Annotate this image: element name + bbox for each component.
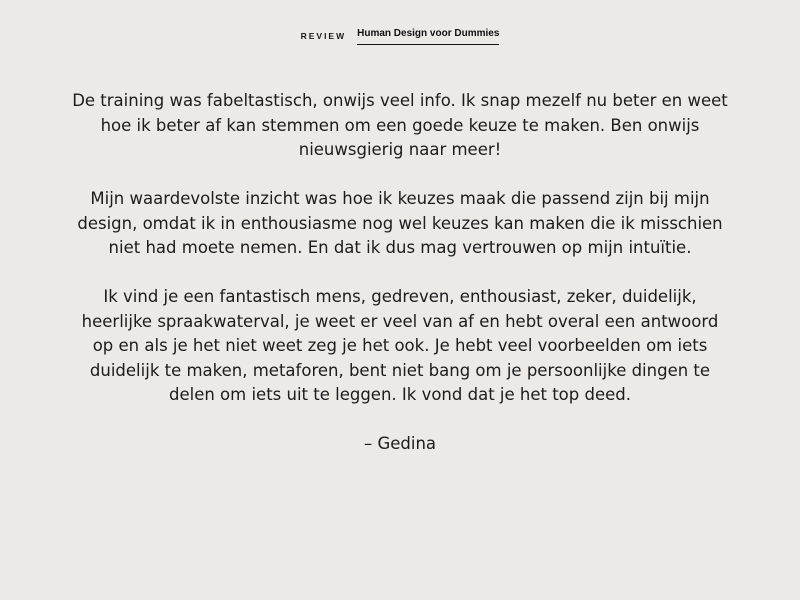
review-paragraph-3: Ik vind je een fantastisch mens, gedreven, enthousiast, zeker, duidelijk, heerlijke spraakwaterval, je weet er veel van af en hebt overal een antwoord op en als je het niet weet zeg je het ook. Je hebt veel voorbeelden om iets duidelijk te maken, metaforen, bent niet bang om je persoonlijke dingen te delen om iets uit te leggen. Ik vond dat je het top deed.	[81, 287, 719, 404]
review-paragraph-1: De training was fabeltastisch, onwijs veel info. Ik snap mezelf nu beter en weet hoe ik beter af kan stemmen om een goede keuze te maken. Ben onwijs nieuwsgierig naar meer!	[72, 91, 728, 159]
review-paragraph-2: Mijn waardevolste inzicht was hoe ik keuzes maak die passend zijn bij mijn design, omdat ik in enthousiasme nog wel keuzes kan maken die ik misschien niet had moete nemen. En dat ik dus mag vertrouwen op mijn intuïtie.	[77, 189, 723, 257]
review-signature: – Gedina	[363, 434, 437, 453]
review-body	[70, 89, 730, 457]
review-title: Human Design voor Dummies	[357, 27, 499, 45]
review-header	[0, 27, 800, 45]
review-label: REVIEW	[300, 31, 347, 41]
